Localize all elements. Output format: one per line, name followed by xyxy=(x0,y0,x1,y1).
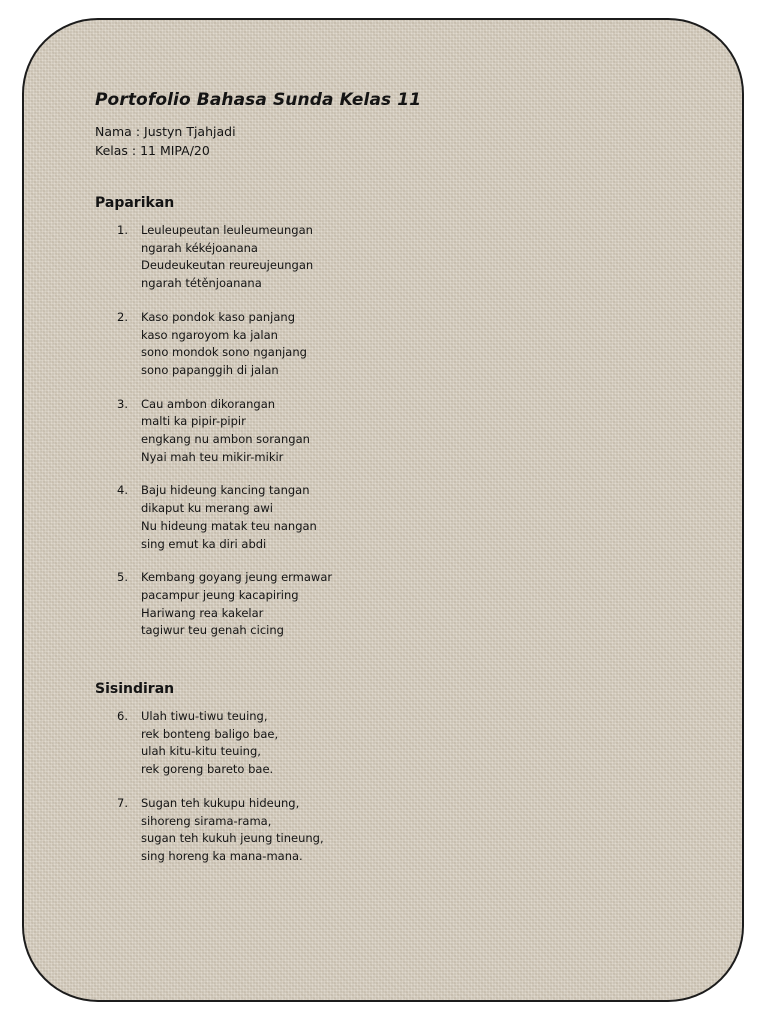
poem-line: Nu hideung matak teu nangan xyxy=(141,518,317,533)
student-name: Nama : Justyn Tjahjadi xyxy=(95,124,236,139)
poem-line: rek bonteng baligo bae, xyxy=(141,726,279,741)
poem-line: Hariwang rea kakelar xyxy=(141,605,264,620)
poem-item xyxy=(95,222,695,293)
document-content xyxy=(95,90,695,882)
poem-item xyxy=(95,569,695,640)
section-paparikan xyxy=(95,195,695,640)
poem-line: kaso ngaroyom ka jalan xyxy=(141,327,278,342)
poem-line: Deudeukeutan reureujeungan xyxy=(141,258,314,273)
poem-line: malti ka pipir-pipir xyxy=(141,414,246,429)
poem-line: sing horeng ka mana-mana. xyxy=(141,848,303,863)
poem-line: Sugan teh kukupu hideung, xyxy=(141,795,300,810)
poem-number: 2. xyxy=(117,309,128,324)
student-class: Kelas : 11 MIPA/20 xyxy=(95,143,210,158)
poem-line: rek goreng bareto bae. xyxy=(141,762,274,777)
poem-line: sono papanggih di jalan xyxy=(141,362,279,377)
section-heading: Sisindiran xyxy=(95,681,175,698)
poem-line: tagiwur teu genah cicing xyxy=(141,623,284,638)
poem-line: Nyai mah teu mikir-mikir xyxy=(141,449,284,464)
poem-list xyxy=(95,222,695,640)
poem-line: ngarah kékéjoanana xyxy=(141,240,258,255)
poem-number: 3. xyxy=(117,396,128,411)
poem-line: Kaso pondok kaso panjang xyxy=(141,309,295,324)
poem-number: 6. xyxy=(117,709,128,724)
poem-line: Baju hideung kancing tangan xyxy=(141,483,310,498)
poem-number: 7. xyxy=(117,795,128,810)
poem-number: 1. xyxy=(117,223,128,237)
poem-item xyxy=(95,309,695,380)
poem-line: Kembang goyang jeung ermawar xyxy=(141,570,333,585)
document-card xyxy=(22,18,744,1002)
document-title: Portofolio Bahasa Sunda Kelas 11 xyxy=(95,90,422,110)
poem-line: sing emut ka diri abdi xyxy=(141,536,267,551)
poem-item xyxy=(95,795,695,866)
poem-line: ngarah tétěnjoanana xyxy=(141,276,262,291)
poem-item xyxy=(95,708,695,779)
poem-line: ulah kitu-kitu teuing, xyxy=(141,744,261,759)
section-sisindiran xyxy=(95,681,695,866)
poem-number: 5. xyxy=(117,570,128,585)
section-heading: Paparikan xyxy=(95,195,175,211)
poem-number: 4. xyxy=(117,483,128,498)
poem-line: dikaput ku merang awi xyxy=(141,501,273,516)
poem-line: Leuleupeutan leuleumeungan xyxy=(141,223,313,237)
poem-line: Ulah tiwu-tiwu teuing, xyxy=(141,709,268,724)
poem-item xyxy=(95,396,695,467)
poem-line: engkang nu ambon sorangan xyxy=(141,432,310,447)
poem-line: Cau ambon dikorangan xyxy=(141,396,276,411)
poem-line: pacampur jeung kacapiring xyxy=(141,587,299,602)
poem-item xyxy=(95,482,695,553)
poem-line: sugan teh kukuh jeung tineung, xyxy=(141,831,324,846)
poem-list xyxy=(95,708,695,866)
poem-line: sihoreng sirama-rama, xyxy=(141,813,272,828)
poem-line: sono mondok sono nganjang xyxy=(141,345,307,360)
